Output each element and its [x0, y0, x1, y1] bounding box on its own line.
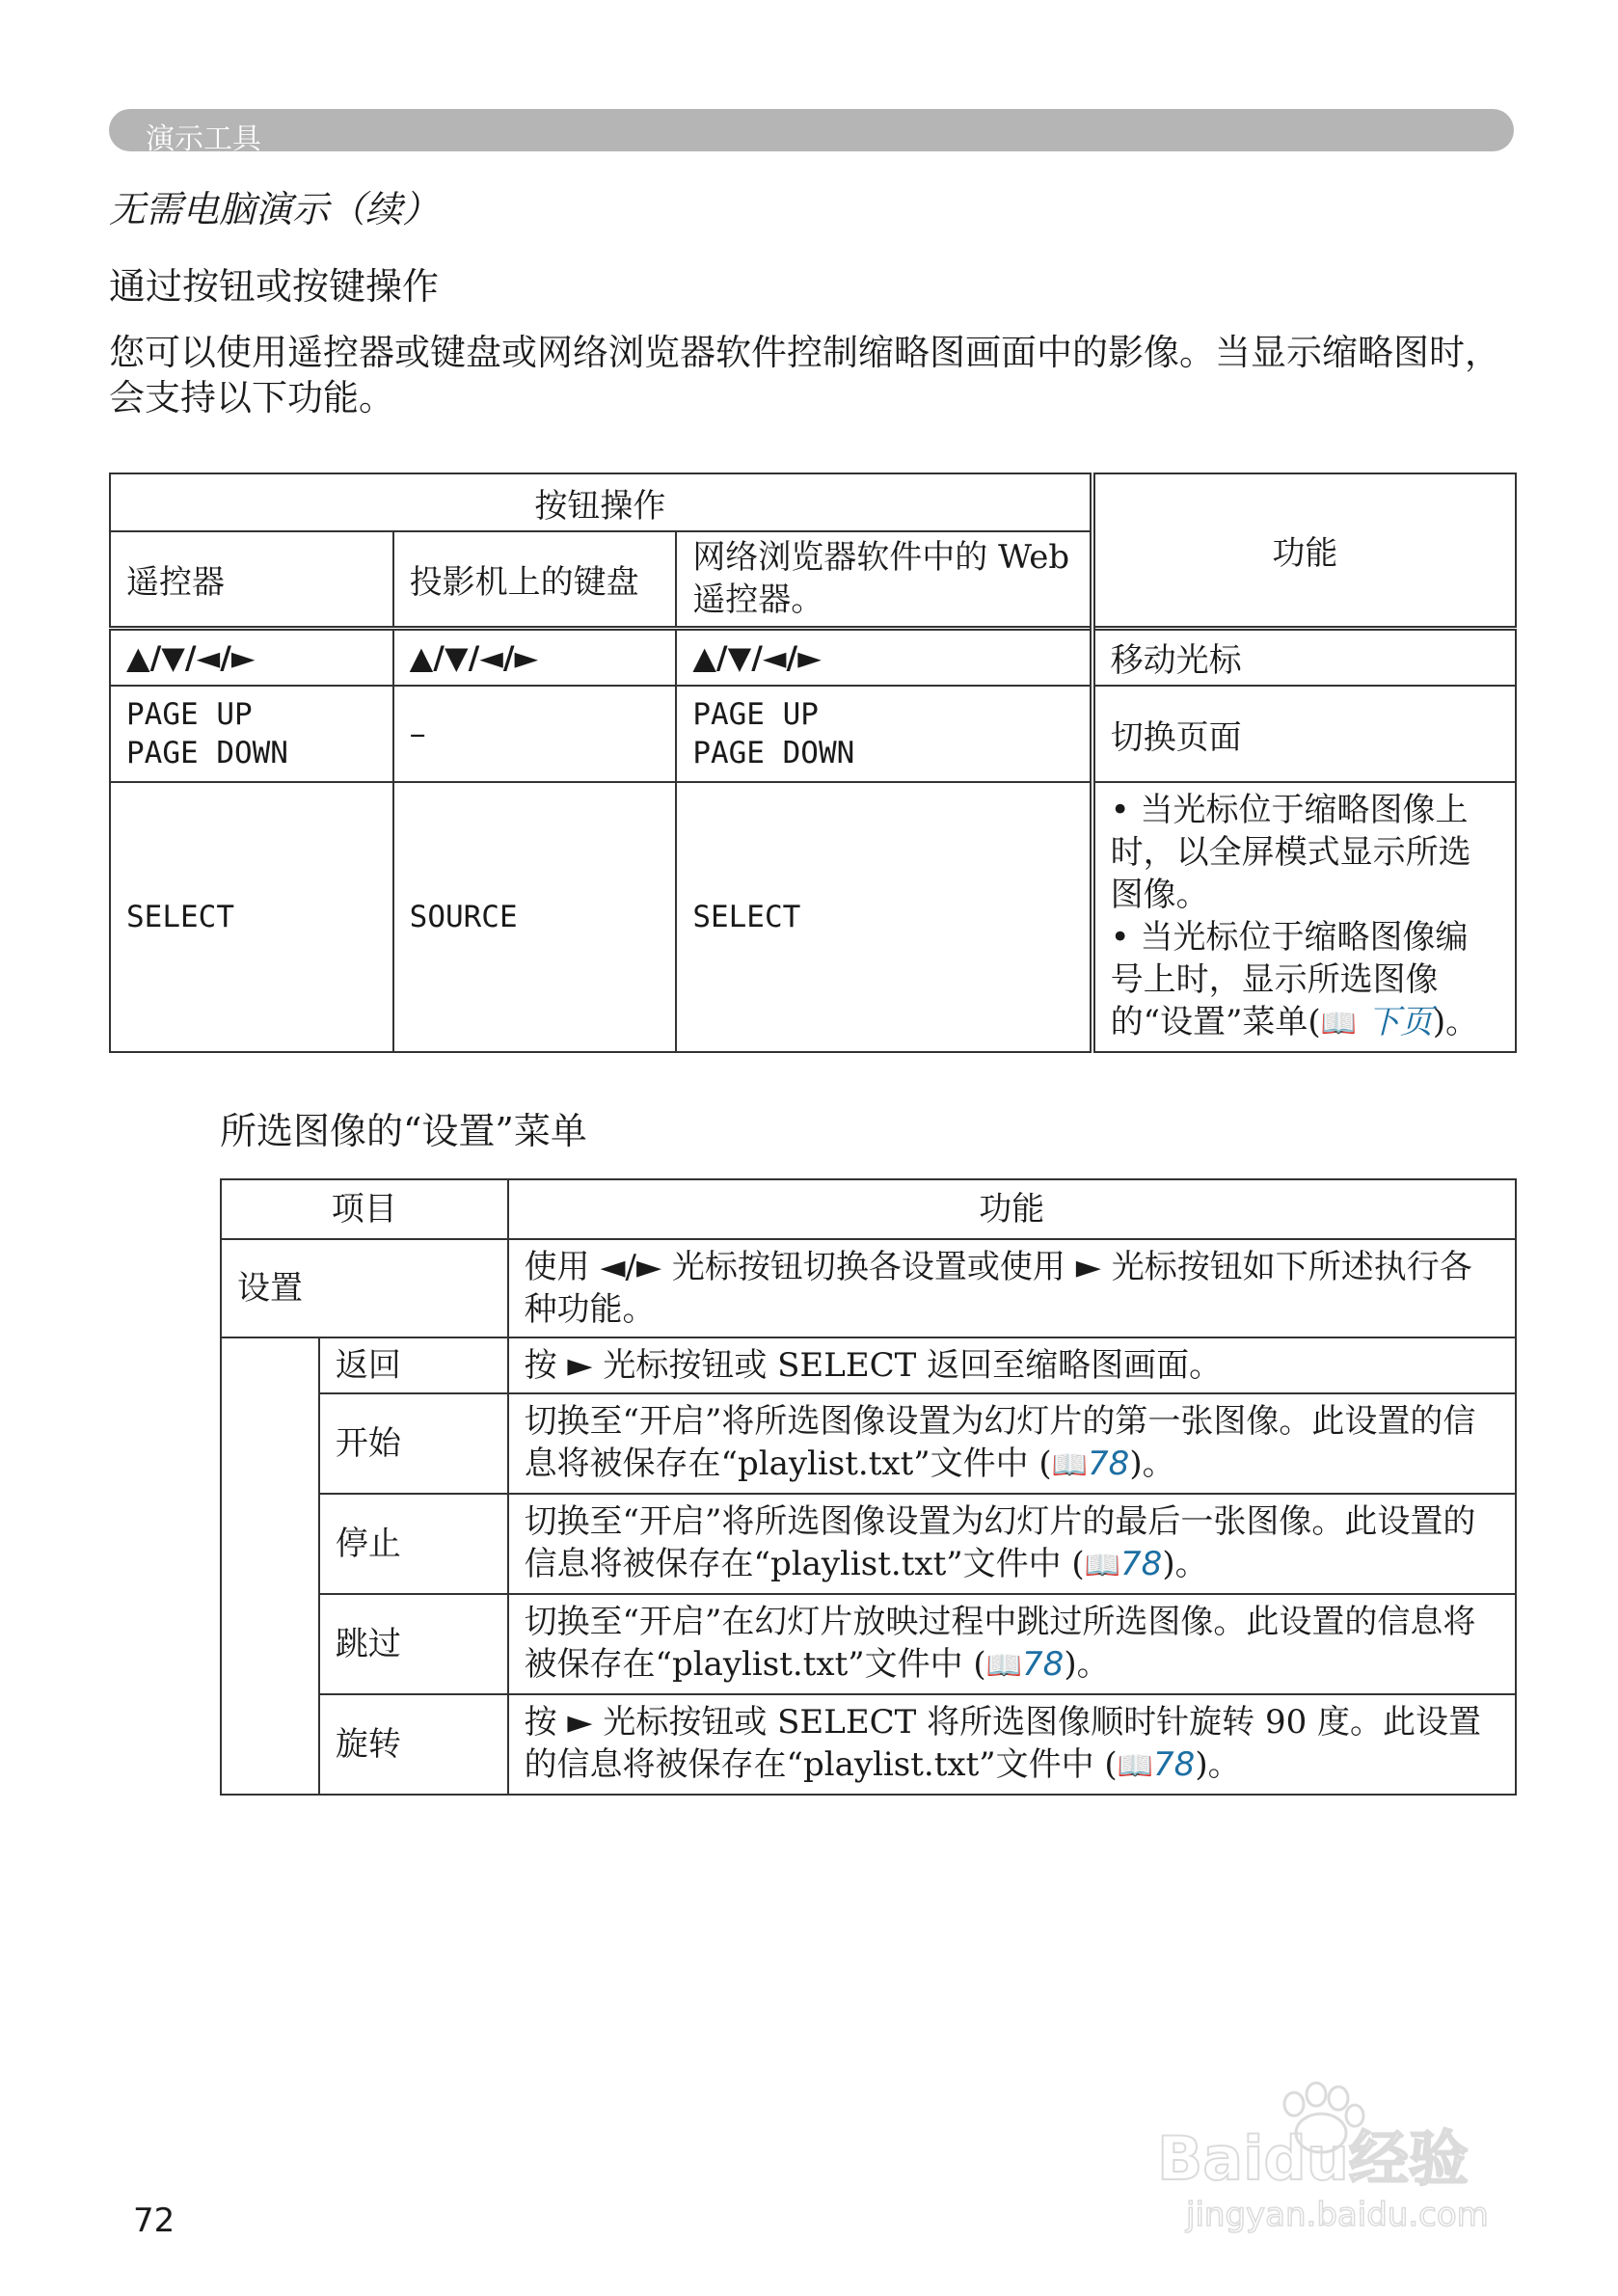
function-start-suffix: )。 — [1129, 1445, 1175, 1483]
book-icon: 📖 — [1320, 1007, 1358, 1040]
reference-next-page[interactable]: 下页 — [1366, 1003, 1433, 1041]
watermark-url: jingyan.baidu.com — [1186, 2196, 1489, 2234]
settings-menu-caption: 所选图像的“设置”菜单 — [220, 1110, 587, 1152]
reference-page[interactable]: 78 — [1120, 1545, 1163, 1583]
web-page-down: PAGE DOWN — [692, 736, 855, 770]
function-stop-suffix: )。 — [1162, 1545, 1208, 1583]
section-title: 无需电脑演示（续） — [109, 188, 440, 230]
settings-menu-table — [220, 1178, 1517, 1796]
sub-row-indent — [221, 1337, 319, 1795]
cell-web-arrows: ▲/▼/◄/► — [676, 628, 1092, 686]
group-header: 按钮操作 — [110, 473, 1092, 531]
book-icon: 📖 — [1051, 1448, 1089, 1482]
function-skip — [508, 1594, 1516, 1694]
function-rotate-suffix: )。 — [1195, 1745, 1241, 1784]
settings-item: 设置 — [221, 1239, 508, 1337]
item-stop: 停止 — [319, 1494, 508, 1594]
cell-remote-arrows: ▲/▼/◄/► — [110, 628, 393, 686]
cell-remote-page — [110, 686, 393, 782]
item-back: 返回 — [319, 1337, 508, 1393]
cell-web-page — [676, 686, 1092, 782]
cell-web-select: SELECT — [676, 782, 1092, 1052]
cell-remote-select: SELECT — [110, 782, 393, 1052]
cell-function-select — [1092, 782, 1516, 1052]
remote-page-up: PAGE UP — [126, 697, 253, 732]
settings-function: 使用 ◄/► 光标按钮切换各设置或使用 ► 光标按钮如下所述执行各种功能。 — [508, 1239, 1516, 1337]
intro-paragraph: 您可以使用遥控器或键盘或网络浏览器软件控制缩略图画面中的影像。当显示缩略图时，会支持以下功能。 — [109, 332, 1500, 419]
subsection-title: 通过按钮或按键操作 — [109, 265, 440, 308]
function-rotate-text: 按 ► 光标按钮或 SELECT 将所选图像顺时针旋转 90 度。此设置的信息将被保存在“playlist.txt”文件中 ( — [524, 1703, 1482, 1784]
item-start: 开始 — [319, 1393, 508, 1494]
col-function-header: 功能 — [508, 1179, 1516, 1239]
col-keypad-header: 投影机上的键盘 — [393, 531, 677, 628]
function-stop — [508, 1494, 1516, 1594]
function-back: 按 ► 光标按钮或 SELECT 返回至缩略图画面。 — [508, 1337, 1516, 1393]
bullet-2-suffix: )。 — [1432, 1003, 1479, 1041]
cell-keypad-arrows: ▲/▼/◄/► — [393, 628, 677, 686]
cell-function-move-cursor: 移动光标 — [1092, 628, 1516, 686]
function-skip-suffix: )。 — [1064, 1645, 1110, 1684]
reference-page[interactable]: 78 — [1088, 1445, 1130, 1483]
cell-keypad-page: – — [393, 686, 677, 782]
book-icon: 📖 — [1117, 1749, 1154, 1783]
col-web-header: 网络浏览器软件中的 Web 遥控器。 — [676, 531, 1092, 628]
book-icon: 📖 — [1084, 1549, 1121, 1582]
page-number: 72 — [133, 2201, 175, 2240]
header-bar — [109, 109, 1514, 156]
function-bullet-1: • 当光标位于缩略图像上时，以全屏模式显示所选图像。 — [1110, 791, 1471, 914]
bullet-2-text: • 当光标位于缩略图像编号上时，显示所选图像的“设置”菜单( — [1110, 918, 1469, 1041]
cell-keypad-source: SOURCE — [393, 782, 677, 1052]
reference-page[interactable]: 78 — [1022, 1645, 1065, 1684]
web-page-up: PAGE UP — [692, 697, 819, 732]
function-stop-text: 切换至“开启”将所选图像设置为幻灯片的最后一张图像。此设置的信息将被保存在“playlist.txt”文件中 ( — [524, 1502, 1476, 1583]
reference-page[interactable]: 78 — [1153, 1745, 1196, 1784]
section-label: 演示工具 — [146, 122, 261, 156]
col-remote-header: 遥控器 — [110, 531, 393, 628]
function-skip-text: 切换至“开启”在幻灯片放映过程中跳过所选图像。此设置的信息将被保存在“playlist.txt”文件中 ( — [524, 1603, 1476, 1684]
button-operation-table — [109, 473, 1517, 1053]
remote-page-down: PAGE DOWN — [126, 736, 288, 770]
item-rotate: 旋转 — [319, 1694, 508, 1795]
function-start — [508, 1393, 1516, 1494]
baidu-watermark — [1147, 2073, 1514, 2237]
function-header: 功能 — [1092, 473, 1516, 628]
col-item-header: 项目 — [221, 1179, 508, 1239]
cell-function-switch-page: 切换页面 — [1092, 686, 1516, 782]
watermark-brand: Baidu经验 — [1157, 2123, 1469, 2194]
book-icon: 📖 — [985, 1649, 1023, 1683]
function-bullet-2 — [1111, 916, 1499, 1045]
function-rotate — [508, 1694, 1516, 1795]
function-start-text: 切换至“开启”将所选图像设置为幻灯片的第一张图像。此设置的信息将被保存在“playlist.txt”文件中 ( — [524, 1402, 1476, 1483]
item-skip: 跳过 — [319, 1594, 508, 1694]
